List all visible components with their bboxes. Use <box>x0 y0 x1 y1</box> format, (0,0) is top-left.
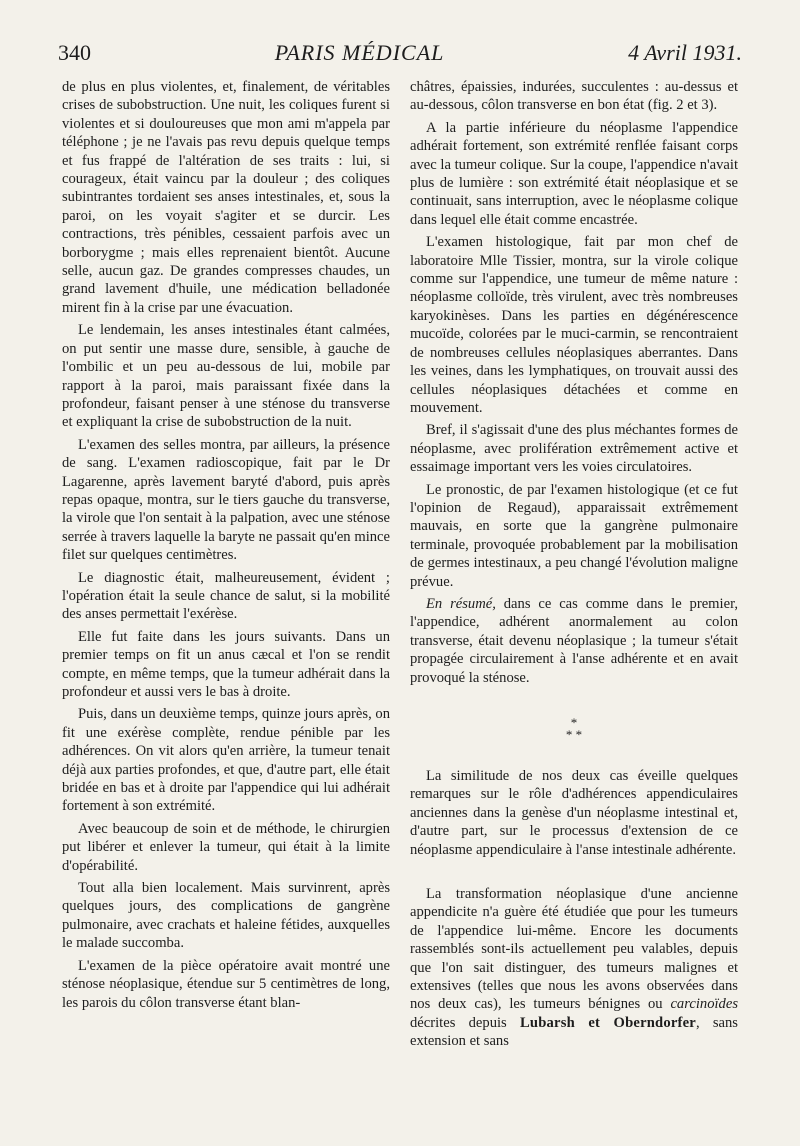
paragraph-final <box>410 885 738 1051</box>
paragraph: L'examen de la pièce opératoire avait montré une sténose néoplasique, étendue sur 5 centimètres de long, les parois du côlon transverse étant blan- <box>62 957 390 1011</box>
paragraph: Le pronostic, de par l'examen histologique (et ce fut l'opinion de Regaud), apparaissait extrêmement mauvais, en sorte que la gangrène pulmonaire terminale, provoquée probablement par la mobilisation de germes intestinaux, a peu changé l'évolution maligne prévue. <box>410 481 738 590</box>
paragraph: de plus en plus violentes, et, finalement, de véritables crises de subobstruction. Une nuit, les coliques furent si violentes et si douloureuses que mon ami m'appela par téléphone ; je ne l'avais pas revu depuis quelque temps et fus frappé de l'altération de ses traits : lui, si courageux, était vaincu par la douleur ; des coliques subintrantes tordaient ses anses intestinales, et, sous la paroi, on les voyait s'agiter et se durcir. Les contractions, très pénibles, cessaient parfois avec un borborygme ; mais elles reprenaient bientôt. Aucune selle, aucun gaz. De grandes compresses chaudes, un grand lavement d'huile, une médication belladonée mirent fin à la crise par une évacuation. <box>62 79 390 316</box>
running-header <box>58 40 742 74</box>
author-names: Lubarsh et Oberndorfer <box>519 1014 696 1031</box>
summary-paragraph <box>410 595 738 687</box>
page-number: 340 <box>58 40 91 65</box>
paragraph: L'examen des selles montra, par ailleurs, la présence de sang. L'examen radioscopique, fait par le Dr Lagarenne, après lavement baryté d'abord, puis après repas opaque, montra, sur le tiers gauche du transverse, la virole que l'on sentait à la palpation, avec une sténose serrée à travers laquelle la baryte ne passait qu'en mince filet sur quelques centimètres. <box>62 436 390 564</box>
text-run: décrites depuis <box>410 1014 520 1031</box>
paragraph: châtres, épaissies, indurées, succulentes : au-dessus et au-dessous, côlon transverse en bon état (fig. 2 et 3). <box>410 79 738 114</box>
summary-lead: En résumé, <box>426 595 496 612</box>
text-run: , sans extension et sans <box>410 1014 738 1050</box>
paragraph: L'examen histologique, fait par mon chef de laboratoire Mlle Tissier, montra, sur la virole colique comme sur l'appendice, une tumeur de même nature : néoplasme colloïde, très virulent, avec très nombreuses karyokinèses. Dans les parties en dégénérescence mucoïde, colorées par le muci-carmin, se rencontraient de nombreuses cellules néoplasiques aberrantes. Dans les veines, dans les lymphatiques, on trouvait aussi des cellules néoplasiques détachées et comme en mouvement. <box>410 234 738 416</box>
paragraph: Le diagnostic était, malheureusement, évident ; l'opération était la seule chance de salut, si la mobilité des anses permettait l'exérèse. <box>62 569 390 623</box>
summary-text: dans ce cas comme dans le premier, l'appendice, adhérent anormalement au colon transverse, était devenu néoplasique ; la tumeur s'était propagée circulairement à l'anse adhérente et en avait provoqué la sténose. <box>410 595 738 686</box>
text-run: La transformation néoplasique d'une ancienne appendicite n'a guère été étudiée que pour les tumeurs de l'appendice lui-même. Encore les documents rassemblés sont-ils actuellement peu valables, depuis que l'on sait distinguer, des tumeurs malignes et extensives (telles que nous les avons observées dans nos deux cas), les tumeurs bénignes ou <box>410 886 738 1013</box>
paragraph: Elle fut faite dans les jours suivants. Dans un premier temps on fit un anus cæcal et l'on se rendit compte, en même temps, que la tumeur adhérait dans la profondeur et aussi vers le bas à droite. <box>62 628 390 700</box>
left-column <box>62 78 390 1012</box>
asterism-top: * <box>570 715 578 730</box>
paragraph: Tout alla bien localement. Mais survinrent, après quelques jours, des complications de gangrène pulmonaire, avec crachats et haleine fétides, auxquelles le malade succomba. <box>62 880 390 952</box>
paragraph: Avec beaucoup de soin et de méthode, le chirurgien put libérer et enlever la tumeur, qui était à la limite d'opérabilité. <box>62 820 390 874</box>
paragraph: A la partie inférieure du néoplasme l'appendice adhérait fortement, son extrémité renflée faisant corps avec la tumeur colique. Sur la coupe, l'appendice n'avait plus de lumière : son extrémité était néoplasique et se continuait, sans interruption, avec le néoplasme colique dans lequel elle était comme encastrée. <box>410 119 738 228</box>
emphasis-term: carcinoïdes <box>670 996 738 1013</box>
paragraph: Le lendemain, les anses intestinales étant calmées, on put sentir une masse dure, sensible, à gauche de l'ombilic et un peu au-dessous de lui, mobile par rapport à la paroi, mais paraissant fixée dans la profondeur, faisant penser à une sténose du transverse et expliquant la crise de subobstruction de la nuit. <box>62 322 390 431</box>
issue-date: 4 Avril 1931. <box>628 40 742 65</box>
paragraph: Puis, dans un deuxième temps, quinze jours après, on fit une exérèse complète, rendue pénible par les adhérences. On vit alors qu'en arrière, la tumeur tenait déjà aux parties profondes, et que, d'autre part, elle était bridée en bas et à droite par l'appendice qui lui adhérait fortement à son extrémité. <box>62 706 390 815</box>
section-asterism <box>410 717 738 741</box>
paragraph: La similitude de nos deux cas éveille quelques remarques sur le rôle d'adhérences appendiculaires anciennes dans la genèse d'un néoplasme intestinal et, d'autre part, sur le processus d'extension de ce néoplasme appendiculaire à l'anse intestinale adhérente. <box>410 768 738 858</box>
asterism-bottom: * * <box>565 727 583 742</box>
journal-title: PARIS MÉDICAL <box>274 40 445 65</box>
right-column <box>410 78 738 1051</box>
paragraph: Bref, il s'agissait d'une des plus méchantes formes de néoplasme, avec prolifération extrêmement active et essaimage important vers les voies circulatoires. <box>410 422 738 476</box>
